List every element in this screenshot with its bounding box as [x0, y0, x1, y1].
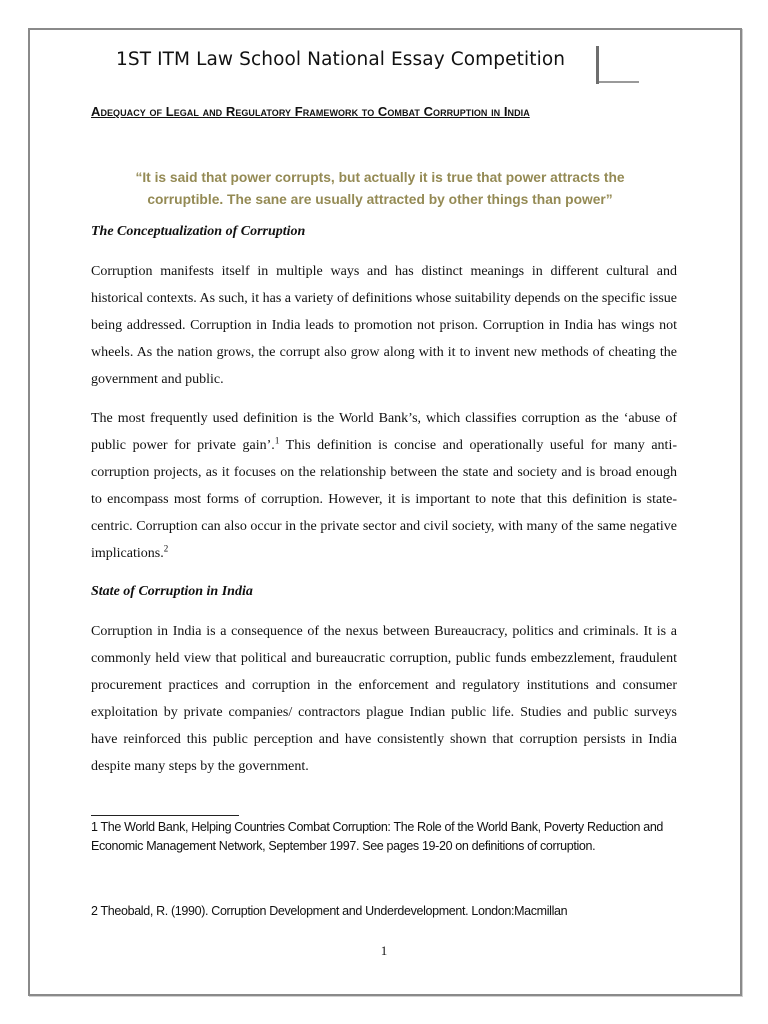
paragraph-state-of-corruption: Corruption in India is a consequence of the nexus between Bureaucracy, politics and criminals. It is a commonly held view that political and bureaucratic corruption, public funds embezzlement, fraudulent procurement practices and corruption in the enforcement and regulatory institutions and consumer exploitation by private companies/ contractors plague Indian public life. Studies and public surveys have reinforced this public perception and have consistently shown that corruption persists in India despite many steps by the government. [91, 624, 677, 774]
section-heading-conceptualization: The Conceptualization of Corruption [91, 224, 306, 239]
footnote-ref-1[interactable]: 1 [274, 435, 280, 446]
footnote-2: 2 Theobald, R. (1990). Corruption Development and Underdevelopment. London:Macmillan [91, 904, 568, 918]
paragraph-world-bank-definition [91, 405, 677, 567]
footnote-1: 1 The World Bank, Helping Countries Combat Corruption: The Role of the World Bank, Poverty Reduction and Economic Management Network, September 1997. See pages 19-20 on definitions of corruption. [91, 820, 664, 853]
paragraph-corruption-manifests: Corruption manifests itself in multiple ways and has distinct meanings in different cultural and historical contexts. As such, it has a variety of definitions whose suitability depends on the specific issue being addressed. Corruption in India leads to promotion not prison. Corruption in India has wings not wheels. As the nation grows, the corrupt also grow along with it to invent new methods of cheating the government and public. [91, 264, 677, 387]
header-divider [596, 46, 599, 84]
document-title: Adequacy of Legal and Regulatory Framework to Combat Corruption in India [91, 104, 530, 119]
header-rule-tick [599, 81, 639, 83]
section-heading-state-of-corruption: State of Corruption in India [91, 584, 253, 599]
epigraph-quote: “It is said that power corrupts, but actually it is true that power attracts the corruptible. The sane are usually attracted by other things than power” [135, 170, 625, 207]
footnote-separator [91, 815, 239, 816]
paragraph-text-b: This definition is concise and operationally useful for many anti-corruption projects, as it focuses on the relationship between the state and society and is broad enough to encompass most forms of corruption. However, it is important to note that this definition is state-centric. Corruption can also occur in the private sector and civil society, with many of the same negative implications. [91, 438, 677, 561]
page-number: 1 [380, 943, 388, 958]
footnote-ref-2[interactable]: 2 [163, 543, 169, 554]
header-title: 1ST ITM Law School National Essay Competition [116, 49, 566, 70]
paragraph-text-a: The most frequently used definition is the World Bank’s, which classifies corruption as the ‘abuse of public power for private gain’. [91, 411, 677, 453]
